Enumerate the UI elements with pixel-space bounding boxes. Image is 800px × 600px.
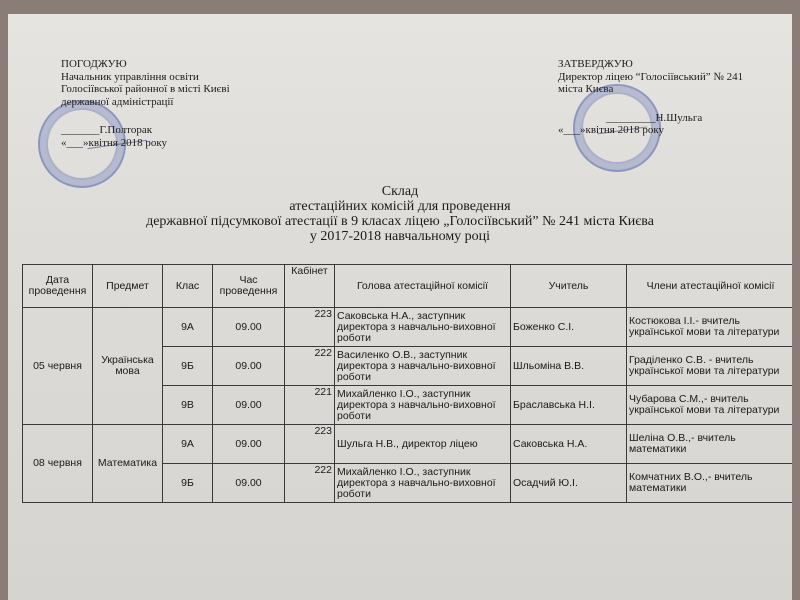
document-title	[8, 184, 792, 244]
class-cell: 9В	[163, 386, 213, 425]
header-cabinet: Кабінет	[285, 265, 335, 308]
date-cell: 08 червня	[23, 425, 93, 503]
table-header-row	[23, 265, 793, 308]
table-row	[23, 308, 793, 347]
cabinet-cell: 223	[285, 308, 335, 347]
commission-table	[22, 264, 792, 503]
time-cell: 09.00	[213, 386, 285, 425]
subject-cell: Українська мова	[93, 308, 163, 425]
title-line: у 2017-2018 навчальному році	[309, 229, 491, 244]
members-cell: Граділенко С.В. - вчитель української мови та літератури	[627, 347, 793, 386]
approval-heading: ПОГОДЖУЮ	[61, 58, 127, 70]
table-row	[23, 425, 793, 464]
title-line: атестаційних комісій для проведення	[289, 199, 511, 214]
members-cell: Костюкова І.І.- вчитель української мови та літератури	[627, 308, 793, 347]
head-cell: Василенко О.В., заступник директора з навчально-виховної роботи	[335, 347, 511, 386]
document-page	[8, 14, 792, 600]
class-cell: 9Б	[163, 347, 213, 386]
head-cell: Шульга Н.В., директор ліцею	[335, 425, 511, 464]
class-cell: 9Б	[163, 464, 213, 503]
approval-block-right	[558, 58, 743, 137]
approval-line: Голосіївської районної в місті Києві	[61, 83, 230, 95]
approval-heading: ЗАТВЕРДЖУЮ	[558, 58, 633, 70]
header-time: Час проведення	[213, 265, 285, 308]
date-cell: 05 червня	[23, 308, 93, 425]
teacher-cell: Боженко С.І.	[511, 308, 627, 347]
time-cell: 09.00	[213, 425, 285, 464]
head-cell: Саковська Н.А., заступник директора з навчально-виховної роботи	[335, 308, 511, 347]
teacher-cell: Шльоміна В.В.	[511, 347, 627, 386]
approval-signature-line: _______Г.Полторак	[61, 124, 153, 136]
approval-line: міста Києва	[558, 83, 614, 95]
time-cell: 09.00	[213, 464, 285, 503]
header-members: Члени атестаційної комісії	[627, 265, 793, 308]
header-subject: Предмет	[93, 265, 163, 308]
head-cell: Михайленко І.О., заступник директора з навчально-виховної роботи	[335, 386, 511, 425]
approval-line: державної адміністрації	[61, 95, 174, 108]
approval-line: Начальник управління освіти	[61, 70, 199, 83]
head-cell: Михайленко І.О., заступник директора з навчально-виховної роботи	[335, 464, 511, 503]
approval-block-left	[61, 58, 230, 149]
teacher-cell: Браславська Н.І.	[511, 386, 627, 425]
approval-signature-line: _________Н.Шульга	[606, 111, 703, 124]
cabinet-cell: 221	[285, 386, 335, 425]
members-cell: Чубарова С.М.,- вчитель української мови та літератури	[627, 386, 793, 425]
teacher-cell: Осадчий Ю.І.	[511, 464, 627, 503]
header-class: Клас	[163, 265, 213, 308]
teacher-cell: Саковська Н.А.	[511, 425, 627, 464]
cabinet-cell: 222	[285, 347, 335, 386]
header-teacher: Учитель	[511, 265, 627, 308]
time-cell: 09.00	[213, 347, 285, 386]
title-line: державної підсумкової атестації в 9 класах ліцею „Голосіївський” № 241 міста Києва	[146, 214, 654, 229]
time-cell: 09.00	[213, 308, 285, 347]
header-date: Дата проведення	[23, 265, 93, 308]
class-cell: 9А	[163, 425, 213, 464]
approval-line: Директор ліцею “Голосіївський” № 241	[558, 70, 744, 83]
approval-date-line: «___»квітня 2018 року	[558, 124, 665, 136]
cabinet-cell: 223	[285, 425, 335, 464]
class-cell: 9А	[163, 308, 213, 347]
members-cell: Шеліна О.В.,- вчитель математики	[627, 425, 793, 464]
cabinet-cell: 222	[285, 464, 335, 503]
subject-cell: Математика	[93, 425, 163, 503]
header-head: Голова атестаційної комісії	[335, 265, 511, 308]
approval-date-line: «___»квітня 2018 року	[61, 136, 168, 149]
title-line: Склад	[381, 184, 419, 199]
members-cell: Комчатних В.О.,- вчитель математики	[627, 464, 793, 503]
